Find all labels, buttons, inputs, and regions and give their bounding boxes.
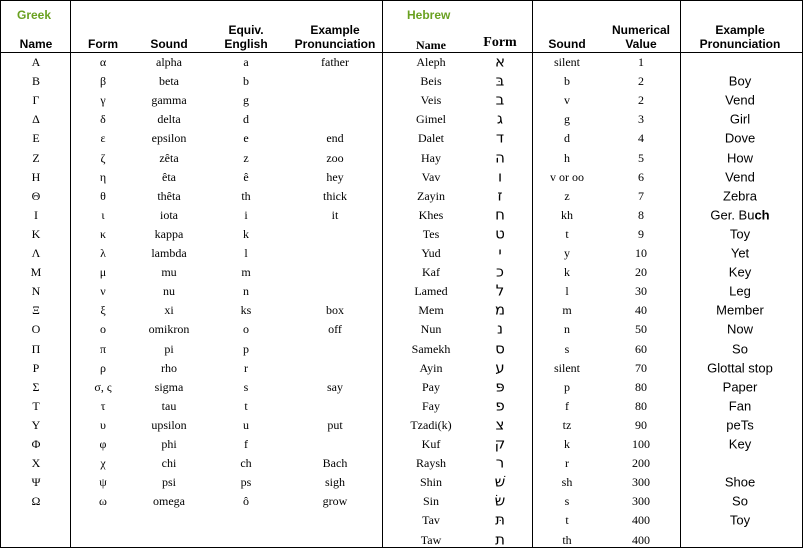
greek-letter-example: zoo [326,150,344,165]
greek-letter-form: λ [100,246,106,260]
greek-letter-equiv: t [244,398,248,413]
hebrew-letter-example: How [726,150,754,165]
greek-letter-name: Ε [32,131,40,146]
greek-letter-equiv: b [243,74,249,89]
hebrew-letter-name: Nun [420,322,442,337]
hebrew-letter-example: Boy [728,73,752,89]
greek-letter-sound: beta [159,74,179,89]
hebrew-letter-name: Beis [420,74,442,89]
hebrew-letter-example: Fan [728,398,752,414]
hebrew-letter-value: 70 [635,360,647,375]
greek-letter-form: δ [100,112,106,127]
greek-letter-sound: psi [161,475,177,490]
hebrew-letter-form: ר [495,453,505,472]
hebrew-letter-sound: th [562,532,572,547]
hebrew-letter-name: Taw [420,532,442,547]
hebrew-letter-form: ח [495,205,505,224]
greek-letter-sound: lambda [151,246,187,260]
greek-letter-example: sigh [324,475,346,490]
hebrew-letter-name: Hay [421,150,441,165]
greek-letter-sound: delta [157,112,181,127]
hebrew-letter-example: Vend [725,92,755,108]
greek-letter-equiv: g [243,93,249,108]
greek-letter-name: Η [31,169,41,184]
hebrew-letter-value: 50 [635,322,647,337]
hebrew-letter-value: 20 [635,265,647,280]
hebrew-letter-form: נ [496,319,504,338]
hebrew-letter-value: 3 [638,112,644,127]
hebrew-letter-form: ל [495,281,505,300]
hebrew-letter-name: Samekh [411,341,451,356]
hebrew-letter-name: Raysh [416,456,446,471]
hebrew-letter-sound: r [565,456,569,471]
greek-letter-equiv: k [243,226,249,241]
hebrew-letter-form: שׁ [494,472,506,491]
hebrew-letter-name: Zayin [417,188,445,203]
greek-letter-form: τ [100,398,106,413]
hebrew-letter-sound: z [564,188,570,203]
hebrew-header-numerical-line1: Numerical [611,23,671,37]
greek-letter-name: Ω [31,494,41,509]
greek-letter-equiv: l [244,246,248,260]
hebrew-letter-value: 30 [635,284,647,299]
greek-letter-form: ν [100,284,106,299]
column-divider [532,1,533,547]
greek-letter-example: hey [326,169,344,184]
hebrew-letter-sound: kh [561,207,573,222]
hebrew-letter-form: י [498,243,502,262]
greek-letter-form: ε [100,131,106,146]
greek-letter-form: θ [100,188,106,203]
hebrew-letter-value: 400 [632,513,650,528]
hebrew-header-numerical-line2: Value [625,37,657,51]
greek-letter-equiv: ê [243,169,249,184]
greek-letter-name: Ρ [32,360,40,375]
hebrew-letter-sound: l [565,284,569,299]
hebrew-letter-value: 400 [632,532,650,547]
hebrew-letter-example: Yet [730,245,750,261]
hebrew-letter-sound: tz [562,417,572,432]
hebrew-letter-example: peTs [726,417,754,433]
hebrew-letter-example: Member [716,302,764,318]
greek-letter-example: Bach [322,456,348,471]
greek-letter-sound: xi [164,303,174,318]
greek-letter-equiv: m [241,265,251,280]
hebrew-letter-form: ט [495,224,505,243]
hebrew-letter-value: 200 [632,456,650,471]
hebrew-letter-name: Fay [422,398,440,413]
greek-letter-name: Ι [34,207,38,222]
greek-letter-example: father [321,55,349,69]
hebrew-letter-form: מ [494,300,506,319]
hebrew-letter-name: Pay [422,379,440,394]
hebrew-letter-name: Veis [420,93,442,108]
hebrew-letter-sound: silent [554,360,580,375]
greek-letter-name: Τ [32,398,40,413]
greek-letter-sound: sigma [154,379,184,394]
greek-header-form: Form [88,37,118,51]
greek-letter-form: γ [100,93,106,108]
greek-letter-example: off [328,322,342,337]
hebrew-letter-name: Kuf [421,437,441,451]
hebrew-letter-sound: h [564,150,570,165]
hebrew-header-sound: Sound [548,37,586,51]
hebrew-letter-example: Key [728,436,752,452]
hebrew-letter-value: 5 [638,150,644,165]
hebrew-letter-value: 300 [632,494,650,509]
hebrew-letter-form: ה [495,148,505,166]
hebrew-letter-name: Lamed [414,284,448,299]
hebrew-letter-example-bold: ch [754,207,770,223]
hebrew-letter-example: Now [726,321,754,337]
hebrew-letter-sound: s [564,494,570,509]
greek-header-example [295,23,376,51]
greek-letter-form: ψ [99,475,107,490]
greek-letter-equiv: f [244,437,248,451]
hebrew-letter-sound: t [565,226,569,241]
hebrew-letter-name: Vav [421,169,441,184]
hebrew-letter-value: 10 [635,246,647,260]
greek-letter-example: thick [323,188,347,203]
greek-letter-sound: nu [163,284,175,299]
hebrew-letter-form: ג [496,109,504,128]
hebrew-letter-form: פ [495,396,505,415]
column-divider [680,1,681,547]
greek-letter-equiv: o [243,322,249,337]
hebrew-letter-value: 8 [638,207,644,222]
greek-letter-form: ο [100,322,106,337]
greek-letter-example: it [331,207,339,222]
greek-letter-equiv: a [243,55,249,69]
hebrew-section-title: Hebrew [407,8,451,22]
greek-letter-name: Π [31,341,41,356]
hebrew-letter-value: 60 [635,341,647,356]
hebrew-letter-name: Tes [422,226,440,241]
hebrew-letter-value: 90 [635,417,647,432]
hebrew-header-form: Form [483,35,517,50]
hebrew-letter-example: Toy [729,226,751,242]
greek-letter-name: Μ [30,265,42,280]
hebrew-letter-example: Girl [729,111,751,127]
greek-letter-example: say [327,379,343,394]
greek-letter-form: σ, ς [94,379,112,394]
hebrew-letter-example: Glottal stop [707,360,773,376]
greek-letter-form: ω [99,494,107,509]
greek-letter-equiv: n [243,284,249,299]
greek-letter-sound: phi [161,437,177,451]
hebrew-letter-form: ד [495,128,505,147]
greek-letter-form: η [99,169,107,184]
hebrew-letter-form: צ [495,415,505,434]
hebrew-letter-form: ו [497,167,503,186]
greek-letter-sound: tau [161,398,177,413]
greek-letter-equiv: d [243,112,249,127]
hebrew-letter-sound: p [564,379,570,394]
greek-letter-sound: rho [161,360,177,375]
greek-letter-equiv: ô [243,494,249,509]
greek-letter-name: Β [31,74,41,89]
hebrew-letter-sound: b [564,74,570,89]
greek-letter-sound: gamma [151,93,187,108]
hebrew-letter-form: ע [495,358,505,377]
hebrew-letter-example: Leg [729,283,751,299]
greek-letter-form: ι [101,207,105,222]
hebrew-letter-form: כ [496,262,504,281]
greek-letter-equiv: z [243,150,249,165]
greek-letter-form: ρ [100,360,106,375]
hebrew-letter-example [710,208,769,221]
hebrew-letter-name: Yud [421,246,441,260]
greek-header-example-line2: Pronunciation [294,37,376,51]
greek-letter-name: Χ [31,456,41,471]
hebrew-letter-sound: silent [554,55,580,69]
greek-letter-name: Φ [31,437,41,451]
greek-letter-example: grow [322,494,348,509]
hebrew-header-example-line2: Pronunciation [699,37,781,51]
greek-letter-equiv: ks [240,303,252,318]
hebrew-letter-value: 2 [638,74,644,89]
hebrew-letter-example: So [732,493,748,509]
greek-letter-form: β [99,74,107,89]
header-divider [1,52,802,53]
hebrew-letter-value: 40 [635,303,647,318]
hebrew-letter-example: So [732,341,748,356]
hebrew-letter-sound: f [565,398,569,413]
greek-section-title: Greek [17,8,52,22]
hebrew-letter-form: ב [495,90,505,109]
hebrew-letter-value: 4 [638,131,644,146]
hebrew-letter-sound: m [562,303,572,318]
greek-letter-name: Κ [31,226,41,241]
hebrew-letter-sound: s [564,341,570,356]
hebrew-letter-sound: d [564,131,570,146]
column-divider [382,1,383,547]
greek-letter-form: υ [100,417,106,432]
greek-letter-name: Α [31,55,41,69]
hebrew-letter-value: 1 [638,55,644,69]
hebrew-letter-sound: sh [561,475,573,490]
greek-letter-equiv: th [241,188,251,203]
hebrew-letter-sound: y [564,246,570,260]
hebrew-letter-form: בּ [495,71,505,90]
greek-letter-equiv: s [243,379,249,394]
hebrew-letter-value: 9 [638,226,644,241]
hebrew-letter-sound: v [564,93,570,108]
greek-letter-form: ξ [100,303,106,318]
hebrew-header-example [700,23,781,51]
greek-letter-name: Ζ [32,150,40,165]
hebrew-letter-value: 7 [638,188,644,203]
greek-letter-name: Δ [32,112,40,127]
hebrew-letter-example-plain: Ger. Bu [710,207,755,223]
hebrew-letter-sound: g [564,112,570,127]
greek-letter-form: κ [99,226,107,241]
hebrew-letter-value: 100 [632,437,650,451]
greek-header-equiv-line1: Equiv. [228,23,264,37]
greek-letter-name: Γ [32,93,40,108]
hebrew-letter-form: ת [495,530,505,548]
hebrew-letter-name: Khes [418,207,444,222]
hebrew-letter-form: ק [494,434,506,453]
hebrew-header-numerical [612,23,670,51]
greek-letter-name: Λ [31,246,41,260]
greek-letter-equiv: ps [240,475,252,490]
greek-letter-sound: omikron [148,322,190,337]
hebrew-letter-form: א [494,52,506,71]
greek-letter-sound: iota [160,207,178,222]
greek-letter-sound: pi [164,341,174,356]
greek-header-sound: Sound [150,37,188,51]
hebrew-letter-form: פּ [495,377,505,396]
greek-letter-sound: kappa [154,226,184,241]
greek-header-example-line1: Example [310,23,360,37]
hebrew-letter-sound: v or oo [550,169,584,184]
greek-letter-equiv: e [243,131,249,146]
greek-letter-sound: chi [161,456,177,471]
hebrew-letter-sound: n [564,322,570,337]
hebrew-letter-name: Tav [422,513,440,528]
greek-header-name: Name [19,37,53,51]
hebrew-letter-form: שׂ [494,491,506,510]
greek-letter-name: Ο [31,322,41,337]
greek-letter-equiv: r [244,360,248,375]
hebrew-letter-name: Aleph [416,55,446,69]
hebrew-letter-name: Dalet [418,131,444,146]
greek-letter-sound: omega [153,494,185,509]
hebrew-letter-example: Dove [724,130,756,146]
hebrew-letter-sound: t [565,513,569,528]
greek-letter-name: Θ [31,188,41,203]
column-divider [70,1,71,547]
greek-letter-equiv: p [243,341,249,356]
greek-letter-sound: zêta [159,150,179,165]
hebrew-letter-name: Kaf [422,265,440,280]
hebrew-letter-value: 6 [638,169,644,184]
greek-letter-name: Ξ [32,303,40,318]
greek-letter-name: Σ [32,379,40,394]
greek-letter-form: μ [99,265,107,280]
hebrew-letter-example: Paper [722,379,758,395]
greek-letter-sound: epsilon [151,131,187,146]
hebrew-letter-example: Vend [725,169,755,185]
hebrew-letter-example: Toy [729,512,751,528]
greek-letter-form: ζ [100,150,106,165]
greek-letter-equiv: i [244,207,248,222]
greek-letter-form: α [99,55,107,69]
hebrew-letter-name: Gimel [416,112,446,127]
greek-letter-example: end [326,131,344,146]
hebrew-letter-sound: k [564,437,570,451]
greek-letter-form: π [99,341,107,356]
greek-letter-name: Ν [31,284,41,299]
hebrew-letter-form: ז [497,186,503,205]
hebrew-letter-example: Key [728,264,752,280]
hebrew-letter-value: 2 [638,93,644,108]
greek-letter-name: Ψ [31,475,41,490]
greek-letter-form: φ [99,437,107,451]
hebrew-letter-name: Shin [419,475,443,490]
hebrew-letter-name: Sin [422,494,440,509]
hebrew-header-name: Name [416,38,446,52]
greek-letter-form: χ [100,456,106,471]
greek-letter-sound: thêta [157,188,181,203]
greek-header-equiv [224,23,267,51]
hebrew-letter-value: 80 [635,379,647,394]
hebrew-letter-value: 80 [635,398,647,413]
hebrew-letter-value: 300 [632,475,650,490]
hebrew-letter-name: Ayin [419,360,443,375]
hebrew-letter-example: Shoe [724,474,756,490]
hebrew-letter-name: Mem [418,303,444,318]
hebrew-letter-name: Tzadi(k) [410,417,452,432]
greek-letter-sound: alpha [156,55,182,69]
greek-letter-sound: êta [162,169,176,184]
hebrew-letter-sound: k [564,265,570,280]
greek-letter-equiv: u [243,417,249,432]
hebrew-letter-form: תּ [495,510,505,529]
greek-letter-sound: mu [161,265,177,280]
greek-letter-sound: upsilon [151,417,187,432]
hebrew-letter-example: Zebra [723,188,757,204]
hebrew-letter-form: ס [495,339,505,357]
greek-header-equiv-line2: English [224,37,268,51]
greek-letter-example: put [327,417,343,432]
greek-letter-name: Υ [31,417,41,432]
greek-letter-example: box [326,303,344,318]
greek-letter-equiv: ch [240,456,252,471]
hebrew-header-example-line1: Example [715,23,765,37]
